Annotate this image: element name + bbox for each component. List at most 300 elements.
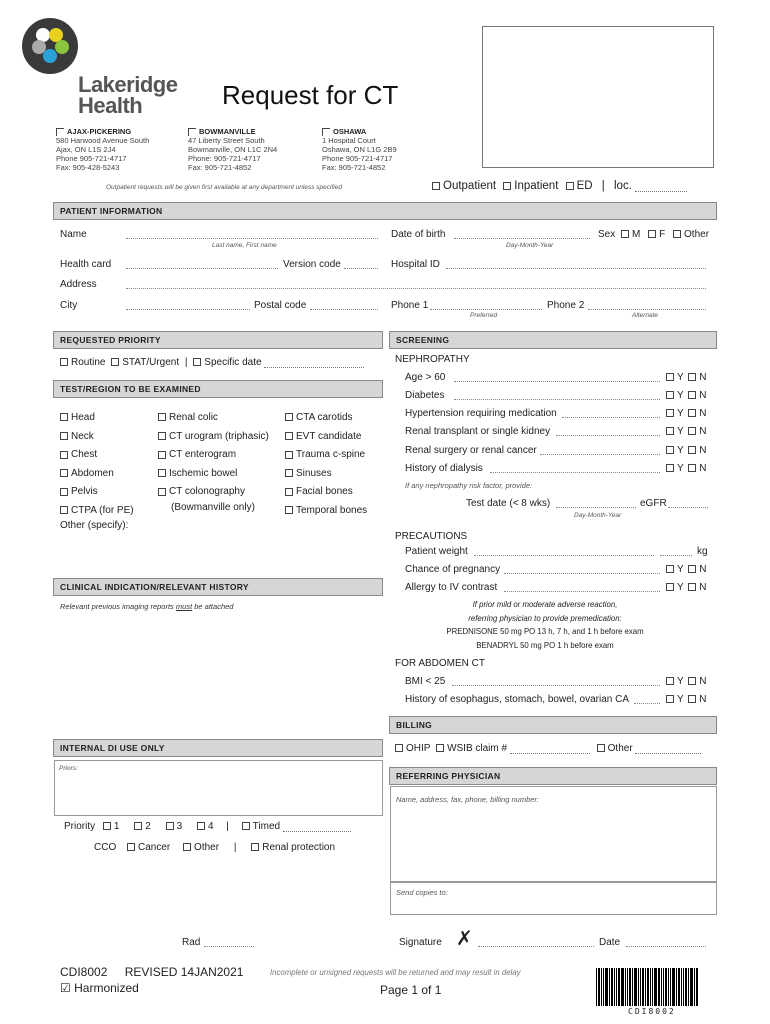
abdomen-ct-title: FOR ABDOMEN CT	[395, 658, 486, 669]
region-renal-colic[interactable]	[158, 409, 269, 428]
health-card-field[interactable]	[126, 268, 278, 269]
phone2-hint: Alternate	[632, 312, 659, 319]
barcode-bar	[601, 968, 602, 1006]
billing-header: BILLING	[389, 716, 717, 734]
region-header: TEST/REGION TO BE EXAMINED	[53, 380, 383, 398]
region-head-checkbox[interactable]	[60, 413, 68, 421]
ohip-label: OHIP	[406, 743, 431, 754]
premed-line1: If prior mild or moderate adverse reaction,	[472, 600, 618, 609]
test-date-hint: Day-Month-Year	[574, 512, 622, 519]
name-field[interactable]	[126, 238, 378, 239]
cco-other-checkbox[interactable]	[183, 843, 191, 851]
region-facial-checkbox[interactable]	[285, 488, 293, 496]
allergy-yn	[666, 582, 707, 593]
region-evt[interactable]	[285, 428, 367, 447]
barcode-bar	[614, 968, 615, 1006]
region-temporal-checkbox[interactable]	[285, 506, 293, 514]
cco-label: CCO	[94, 842, 117, 853]
pregnancy-dots	[504, 573, 660, 574]
date-label: Date	[599, 937, 621, 948]
stat-label: STAT/Urgent	[122, 357, 180, 368]
barcode-bar	[618, 968, 620, 1006]
phone1-label: Phone 1	[391, 300, 429, 311]
barcode-bar	[632, 968, 633, 1006]
region-ischemic-bowel-checkbox[interactable]	[158, 469, 166, 477]
barcode-bar	[645, 968, 646, 1006]
barcode-bar	[672, 968, 675, 1006]
site-oshawa-l1: 1 Hospital Court	[322, 136, 376, 146]
region-neck-checkbox[interactable]	[60, 432, 68, 440]
name-label: Name	[60, 229, 87, 240]
region-temporal-label: Temporal bones	[296, 504, 368, 516]
sex-other-label: Other	[684, 229, 710, 240]
nephro-item-dots	[540, 454, 660, 455]
egfr-label: eGFR	[640, 498, 667, 509]
timed-field[interactable]	[283, 822, 351, 832]
renal-protection-checkbox[interactable]	[251, 843, 259, 851]
site-oshawa-l2: Oshawa, ON L1G 2B9	[322, 145, 397, 155]
region-chest-checkbox[interactable]	[60, 451, 68, 459]
bmi-dots	[452, 685, 660, 686]
pregnancy-y-label: Y	[677, 564, 684, 575]
phone1-hint: Preferred	[470, 312, 498, 319]
site-oshawa-l4: Fax: 905-721-4852	[322, 163, 386, 173]
site-bowmanville-l4: Fax: 905-721-4852	[188, 163, 252, 173]
history-dots	[634, 703, 660, 704]
routine-label: Routine	[71, 357, 106, 368]
site-bowmanville-checkbox[interactable]	[188, 128, 196, 136]
nephro-n-checkbox[interactable]	[688, 409, 696, 417]
cancer-label: Cancer	[138, 842, 171, 853]
page-title: Request for CT	[222, 80, 399, 110]
barcode-bar	[647, 968, 649, 1006]
internal-priority-row	[64, 821, 351, 832]
region-ischemic-bowel[interactable]	[158, 465, 269, 484]
signature-x-icon: ✗	[456, 928, 473, 950]
nephro-y-label: Y	[677, 426, 684, 437]
phone2-field[interactable]	[588, 309, 706, 310]
barcode-bar	[654, 968, 657, 1006]
region-ct-colonography[interactable]	[158, 483, 269, 502]
sex-m-label: M	[632, 229, 641, 240]
barcode-bar	[629, 968, 631, 1006]
priority-4-checkbox[interactable]	[197, 822, 205, 830]
region-abdomen-label: Abdomen	[71, 467, 114, 479]
priority-3-checkbox[interactable]	[166, 822, 174, 830]
footer-notice: Incomplete or unsigned requests will be returned and may result in delay	[270, 968, 521, 977]
health-card-label: Health card	[60, 259, 112, 270]
bmi-label: BMI < 25	[405, 676, 446, 687]
address-field[interactable]	[126, 288, 706, 289]
barcode-bar	[634, 968, 637, 1006]
logo-dot-grey	[32, 40, 46, 54]
barcode-text: CDI8002	[628, 1007, 676, 1016]
rad-label: Rad	[182, 937, 201, 948]
priors-label: Priors:	[59, 765, 78, 772]
barcode-bar	[616, 968, 617, 1006]
internal-header: INTERNAL DI USE ONLY	[53, 739, 383, 757]
region-trauma-checkbox[interactable]	[285, 451, 293, 459]
region-facial-label: Facial bones	[296, 486, 353, 498]
clinical-note-pre: Relevant previous imaging reports	[60, 602, 176, 611]
nephro-y-checkbox[interactable]	[666, 464, 674, 472]
logo-dot-green	[55, 40, 69, 54]
region-evt-checkbox[interactable]	[285, 432, 293, 440]
allergy-label: Allergy to IV contrast	[405, 582, 498, 593]
pregnancy-n-checkbox[interactable]	[688, 565, 696, 573]
outpatient-checkbox[interactable]	[432, 182, 440, 190]
premed-line4: BENADRYL 50 mg PO 1 h before exam	[476, 640, 614, 650]
form-revised: REVISED 14JAN2021	[124, 965, 244, 979]
barcode-bar	[605, 968, 608, 1006]
pregnancy-label: Chance of pregnancy	[405, 564, 501, 575]
nephro-n-label: N	[699, 445, 707, 456]
barcode-bar	[670, 968, 671, 1006]
ed-label: ED	[576, 180, 593, 192]
barcode-bar	[652, 968, 653, 1006]
billing-row	[395, 743, 701, 754]
weight-dots	[474, 555, 654, 556]
barcode-bar	[696, 968, 698, 1006]
region-facial[interactable]	[285, 483, 367, 502]
clinical-note-must: must	[175, 602, 193, 611]
region-sinuses-label: Sinuses	[296, 467, 332, 479]
site-bowmanville-l1: 47 Liberty Street South	[188, 136, 265, 146]
history-label: History of esophagus, stomach, bowel, ovarian CA	[405, 694, 629, 705]
barcode-bar	[640, 968, 641, 1006]
barcode-bar	[609, 968, 610, 1006]
dob-hint: Day-Month-Year	[506, 242, 554, 249]
referring-box[interactable]	[390, 786, 717, 882]
sex-f-checkbox[interactable]	[648, 230, 656, 238]
history-y-label: Y	[677, 694, 684, 705]
premed-line2: referring physician to provide premedication:	[468, 613, 622, 623]
weight-label: Patient weight	[405, 546, 468, 557]
region-ischemic-bowel-label: Ischemic bowel	[169, 467, 238, 479]
specific-date-label: Specific date	[204, 357, 262, 368]
timed-label: Timed	[252, 821, 281, 832]
logo-dot-blue	[43, 49, 57, 63]
region-head-label: Head	[71, 412, 95, 423]
nephro-item-dots	[562, 417, 660, 418]
allergy-n-label: N	[699, 582, 707, 593]
label-box[interactable]	[482, 26, 714, 168]
region-sinuses[interactable]	[285, 465, 367, 484]
barcode-bar	[690, 968, 693, 1006]
barcode-bar	[694, 968, 695, 1006]
nephro-n-checkbox[interactable]	[688, 464, 696, 472]
premedication-block	[395, 598, 695, 652]
nephro-y-label: Y	[677, 463, 684, 474]
brand-name-line1: Lakeridge	[78, 72, 178, 97]
nephro-n-label: N	[699, 426, 707, 437]
internal-priority-sep: |	[226, 821, 229, 832]
sex-m-checkbox[interactable]	[621, 230, 629, 238]
region-neck[interactable]	[60, 428, 134, 447]
ed-checkbox[interactable]	[566, 182, 574, 190]
egfr-field[interactable]	[668, 507, 708, 508]
region-ct-enterogram-checkbox[interactable]	[158, 451, 166, 459]
history-n-label: N	[699, 694, 707, 705]
barcode-bar	[627, 968, 628, 1006]
page-number: Page 1 of 1	[380, 983, 442, 997]
region-pelvis-checkbox[interactable]	[60, 488, 68, 496]
patient-type-sep: |	[601, 180, 605, 192]
signature-field[interactable]	[478, 946, 594, 947]
outpatient-note: Outpatient requests will be given first available at any department unless specified	[106, 184, 342, 191]
version-code-label: Version code	[283, 259, 341, 270]
nephro-n-label: N	[699, 390, 707, 401]
inpatient-checkbox[interactable]	[503, 182, 511, 190]
region-other-field[interactable]	[138, 518, 378, 574]
wsib-checkbox[interactable]	[436, 744, 444, 752]
site-ajax-checkbox[interactable]	[56, 128, 64, 136]
region-renal-colic-label: Renal colic	[169, 412, 218, 423]
renal-protection-label: Renal protection	[262, 842, 336, 853]
referring-note: Name, address, fax, phone, billing number:	[396, 795, 539, 804]
history-yn	[666, 694, 707, 705]
form-code: CDI8002	[60, 965, 108, 979]
clinical-note-post: be attached	[192, 602, 234, 611]
region-abdomen-checkbox[interactable]	[60, 469, 68, 477]
barcode-bar	[663, 968, 664, 1006]
outpatient-label: Outpatient	[443, 180, 497, 192]
region-chest[interactable]	[60, 446, 134, 465]
harmonized-label: Harmonized	[74, 981, 139, 995]
region-ct-enterogram-label: CT enterogram	[169, 449, 237, 461]
region-ct-urogram-checkbox[interactable]	[158, 432, 166, 440]
priority-row	[60, 357, 364, 368]
priority-1-checkbox[interactable]	[103, 822, 111, 830]
region-col3	[285, 409, 367, 521]
barcode-bar	[668, 968, 669, 1006]
name-hint: Last name, First name	[212, 242, 277, 249]
loc-label: loc.	[614, 180, 632, 192]
billing-other-label: Other	[607, 743, 633, 754]
region-ct-urogram-label: CT urogram (triphasic)	[169, 430, 269, 442]
timed-checkbox[interactable]	[242, 822, 250, 830]
pregnancy-yn	[666, 564, 707, 575]
region-pelvis-label: Pelvis	[71, 486, 98, 498]
nephro-item-yn	[666, 372, 707, 383]
nephro-item-yn	[666, 408, 707, 419]
priors-box[interactable]	[54, 760, 383, 816]
allergy-dots	[504, 591, 660, 592]
region-cta-carotids-label: CTA carotids	[296, 412, 353, 423]
nephro-y-label: Y	[677, 372, 684, 383]
site-oshawa-l3: Phone 905-721-4717	[322, 154, 393, 164]
allergy-y-label: Y	[677, 582, 684, 593]
barcode-bar	[688, 968, 689, 1006]
nephro-n-checkbox[interactable]	[688, 373, 696, 381]
nephro-n-checkbox[interactable]	[688, 391, 696, 399]
barcode-bar	[661, 968, 662, 1006]
region-abdomen[interactable]	[60, 465, 134, 484]
routine-checkbox[interactable]	[60, 358, 68, 366]
allergy-y-checkbox[interactable]	[666, 583, 674, 591]
nephro-y-label: Y	[677, 445, 684, 456]
region-sinuses-checkbox[interactable]	[285, 469, 293, 477]
site-ajax-l4: Fax: 905-428-5243	[56, 163, 120, 173]
site-ajax-l2: Ajax, ON L1S 2J4	[56, 145, 116, 155]
nephro-y-checkbox[interactable]	[666, 373, 674, 381]
version-code-field[interactable]	[344, 268, 378, 269]
clinical-field[interactable]	[56, 614, 382, 734]
barcode-bar	[642, 968, 644, 1006]
stat-checkbox[interactable]	[111, 358, 119, 366]
nephropathy-title: NEPHROPATHY	[395, 354, 470, 365]
specific-date-checkbox[interactable]	[193, 358, 201, 366]
clinical-header: CLINICAL INDICATION/RELEVANT HISTORY	[53, 578, 383, 596]
region-cta-carotids[interactable]	[285, 409, 367, 428]
region-ct-colonography-checkbox[interactable]	[158, 488, 166, 496]
site-ajax-l1: 580 Harwood Avenue South	[56, 136, 150, 146]
barcode-bar	[621, 968, 624, 1006]
nephro-y-checkbox[interactable]	[666, 409, 674, 417]
region-head[interactable]	[60, 409, 134, 428]
billing-other-field[interactable]	[635, 744, 701, 754]
site-bowmanville-name: BOWMANVILLE	[199, 127, 256, 136]
copies-label: Send copies to:	[396, 888, 448, 897]
barcode-bar	[650, 968, 651, 1006]
nephro-y-label: Y	[677, 408, 684, 419]
site-bowmanville	[188, 127, 277, 172]
barcode-bar	[658, 968, 660, 1006]
region-other-label: Other (specify):	[60, 520, 129, 531]
postal-code-label: Postal code	[254, 300, 307, 311]
internal-priority-label: Priority	[64, 821, 96, 832]
screening-header: SCREENING	[389, 331, 717, 349]
dob-field[interactable]	[454, 238, 590, 239]
nephro-n-checkbox[interactable]	[688, 446, 696, 454]
hospital-id-field[interactable]	[446, 268, 706, 269]
premed-line3: PREDNISONE 50 mg PO 13 h, 7 h, and 1 h before exam	[446, 627, 644, 636]
brand-name-line2: Health	[78, 93, 143, 118]
logo	[22, 18, 78, 74]
wsib-field[interactable]	[510, 744, 590, 754]
site-ajax-name: AJAX-PICKERING	[67, 127, 132, 136]
site-ajax-l3: Phone 905-721-4717	[56, 154, 127, 164]
precautions-title: PRECAUTIONS	[395, 531, 468, 542]
nephro-item-yn	[666, 445, 707, 456]
sex-other-checkbox[interactable]	[673, 230, 681, 238]
history-n-checkbox[interactable]	[688, 695, 696, 703]
barcode-bar	[678, 968, 680, 1006]
priority-3-label: 3	[176, 821, 183, 832]
bmi-n-checkbox[interactable]	[688, 677, 696, 685]
site-bowmanville-l2: Bowmanville, ON L1C 2N4	[188, 145, 278, 155]
nephro-item-label: Renal transplant or single kidney	[405, 426, 551, 437]
risk-note: If any nephropathy risk factor, provide:	[405, 481, 533, 490]
barcode-bar	[683, 968, 684, 1006]
history-y-checkbox[interactable]	[666, 695, 674, 703]
region-ctpa[interactable]	[60, 502, 134, 521]
priority-1-label: 1	[113, 821, 120, 832]
sex-label: Sex	[598, 229, 616, 240]
patient-type-row	[432, 180, 687, 192]
billing-other-checkbox[interactable]	[597, 744, 605, 752]
region-trauma-label: Trauma c-spine	[296, 449, 366, 461]
barcode-bar	[681, 968, 682, 1006]
cancer-checkbox[interactable]	[127, 843, 135, 851]
weight-field[interactable]	[660, 555, 692, 556]
nephro-item-dots	[490, 472, 660, 473]
region-pelvis[interactable]	[60, 483, 134, 502]
test-date-field[interactable]	[556, 507, 636, 508]
region-ctpa-label: CTPA (for PE)	[71, 504, 134, 516]
region-neck-label: Neck	[71, 430, 94, 442]
nephro-n-label: N	[699, 463, 707, 474]
nephro-item-yn	[666, 390, 707, 401]
priority-sep: |	[184, 357, 188, 368]
region-chest-label: Chest	[71, 449, 98, 461]
nephro-y-checkbox[interactable]	[666, 446, 674, 454]
barcode-bar	[596, 968, 597, 1006]
region-ct-enterogram[interactable]	[158, 446, 269, 465]
copies-box[interactable]	[390, 882, 717, 915]
nephro-item-label: History of dialysis	[405, 463, 483, 474]
rad-field[interactable]	[204, 946, 254, 947]
patient-info-header: PATIENT INFORMATION	[53, 202, 717, 220]
ohip-checkbox[interactable]	[395, 744, 403, 752]
nephro-item-label: Hypertension requiring medication	[405, 408, 557, 419]
nephro-item-dots	[556, 435, 660, 436]
hospital-id-label: Hospital ID	[391, 259, 440, 270]
region-renal-colic-checkbox[interactable]	[158, 413, 166, 421]
site-oshawa	[322, 127, 397, 172]
nephro-n-checkbox[interactable]	[688, 427, 696, 435]
allergy-n-checkbox[interactable]	[688, 583, 696, 591]
nephro-item-label: Age > 60	[405, 372, 446, 383]
phone2-label: Phone 2	[547, 300, 585, 311]
nephro-y-checkbox[interactable]	[666, 391, 674, 399]
address-label: Address	[60, 279, 97, 290]
site-bowmanville-l3: Phone: 905-721-4717	[188, 154, 261, 164]
region-trauma[interactable]	[285, 446, 367, 465]
site-oshawa-checkbox[interactable]	[322, 128, 330, 136]
nephro-n-label: N	[699, 372, 707, 383]
priority-header: REQUESTED PRIORITY	[53, 331, 383, 349]
barcode-bar	[598, 968, 600, 1006]
date-field[interactable]	[626, 946, 706, 947]
priority-2-checkbox[interactable]	[134, 822, 142, 830]
cco-row	[94, 842, 335, 853]
bmi-y-checkbox[interactable]	[666, 677, 674, 685]
bmi-n-label: N	[699, 676, 707, 687]
region-ct-urogram[interactable]	[158, 428, 269, 447]
region-cta-carotids-checkbox[interactable]	[285, 413, 293, 421]
harmonized-check-icon: ☑	[60, 981, 71, 995]
phone1-field[interactable]	[430, 309, 542, 310]
barcode	[596, 968, 716, 1006]
clinical-note	[60, 602, 233, 611]
nephro-y-label: Y	[677, 390, 684, 401]
barcode-bar	[685, 968, 687, 1006]
barcode-bar	[603, 968, 604, 1006]
pregnancy-y-checkbox[interactable]	[666, 565, 674, 573]
region-ctpa-checkbox[interactable]	[60, 506, 68, 514]
city-field[interactable]	[126, 309, 250, 310]
bmi-yn	[666, 676, 707, 687]
region-evt-label: EVT candidate	[296, 430, 362, 442]
nephro-y-checkbox[interactable]	[666, 427, 674, 435]
specific-date-field[interactable]	[264, 358, 364, 368]
nephro-item-label: Renal surgery or renal cancer	[405, 445, 537, 456]
loc-field[interactable]	[635, 182, 687, 192]
wsib-label: WSIB claim #	[447, 743, 508, 754]
postal-code-field[interactable]	[310, 309, 378, 310]
inpatient-label: Inpatient	[514, 180, 559, 192]
